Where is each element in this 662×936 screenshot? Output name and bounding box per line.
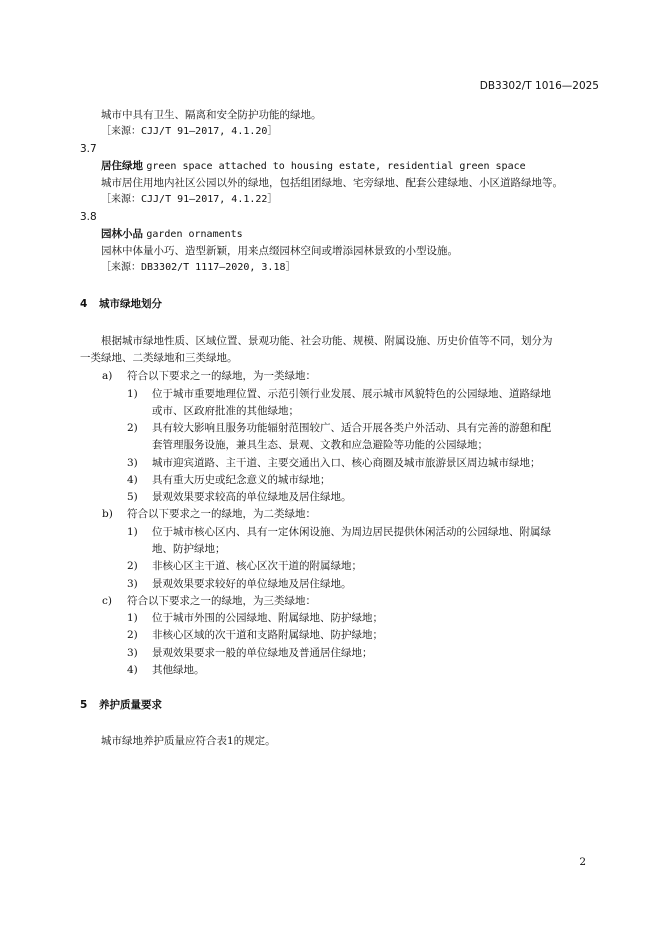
term-3-7-source: ［来源：CJJ/T 91—2017, 4.1.22］ — [101, 194, 278, 205]
list-b-item-1-line2: 地、防护绿地； — [152, 543, 226, 555]
section-5-heading — [80, 697, 162, 713]
term-3-7-definition: 城市居住用地内社区公园以外的绿地，包括组团绿地、宅旁绿地、配套公建绿地、小区道路绿地等。 — [101, 177, 563, 189]
list-b-item-2-num: 2) — [127, 560, 138, 572]
section-4-intro-line1: 根据城市绿地性质、区域位置、景观功能、社会功能、规模、附属设施、历史价值等不同，划分为 — [101, 335, 553, 347]
list-a-item-5-line1: 景观效果要求较高的单位绿地及居住绿地。 — [152, 491, 352, 503]
list-b-item-1-num: 1) — [127, 526, 138, 538]
list-a-item-1-num: 1) — [127, 388, 138, 400]
term-3-7-number: 3.7 — [80, 143, 97, 155]
section-5-text: 城市绿地养护质量应符合表1的规定。 — [101, 735, 276, 747]
page-number: 2 — [579, 856, 586, 868]
doc-code-header: DB3302/T 1016—2025 — [479, 80, 599, 92]
list-b-item-1-line1: 位于城市核心区内、具有一定休闲设施、为周边居民提供休闲活动的公园绿地、附属绿 — [152, 526, 551, 538]
list-c-item-2-num: 2) — [127, 629, 138, 641]
list-b-label: b) — [102, 508, 113, 520]
list-a-item-2-line1: 具有较大影响且服务功能辐射范围较广、适合开展各类户外活动、具有完善的游憩和配 — [152, 422, 551, 434]
list-b-item-3-num: 3) — [127, 578, 138, 590]
term-3-7-heading — [101, 158, 526, 175]
list-b-item-3-line1: 景观效果要求较好的单位绿地及居住绿地。 — [152, 578, 352, 590]
list-a-item-3-num: 3) — [127, 457, 138, 469]
list-c-item-2-line1: 非核心区域的次干道和支路附属绿地、防护绿地； — [152, 629, 383, 641]
list-c-item-3-line1: 景观效果要求一般的单位绿地及普通居住绿地； — [152, 647, 373, 659]
list-b-item-2-line1: 非核心区主干道、核心区次干道的附属绿地； — [152, 560, 362, 572]
section-5-number: 5 — [80, 699, 88, 711]
term-3-6-definition: 城市中具有卫生、隔离和安全防护功能的绿地。 — [101, 109, 322, 121]
list-a-label: a) — [102, 370, 113, 382]
list-a-item-1-line1: 位于城市重要地理位置、示范引领行业发展、展示城市风貌特色的公园绿地、道路绿地 — [152, 388, 551, 400]
list-c-item-3-num: 3) — [127, 647, 138, 659]
section-4-title: 城市绿地划分 — [98, 298, 162, 310]
list-a-text: 符合以下要求之一的绿地，为一类绿地： — [127, 370, 316, 382]
term-3-8-source: ［来源：DB3302/T 1117—2020, 3.18］ — [101, 262, 296, 273]
term-3-8-en: garden ornaments — [146, 229, 243, 240]
list-a-item-2-num: 2) — [127, 422, 138, 434]
list-b-text: 符合以下要求之一的绿地，为二类绿地： — [127, 508, 316, 520]
section-4-number: 4 — [80, 298, 88, 310]
list-a-item-3-line1: 城市迎宾道路、主干道、主要交通出入口、核心商圈及城市旅游景区周边城市绿地； — [152, 457, 541, 469]
section-4-intro-line2: 一类绿地、二类绿地和三类绿地。 — [80, 352, 238, 364]
term-3-8-number: 3.8 — [80, 211, 97, 223]
list-c-label: c) — [102, 595, 112, 607]
list-a-item-2-line2: 套管理服务设施，兼具生态、景观、文教和应急避险等功能的公园绿地； — [152, 439, 488, 451]
term-3-8-definition: 园林中体量小巧、造型新颖，用来点缀园林空间或增添园林景致的小型设施。 — [101, 245, 458, 257]
list-c-item-1-num: 1) — [127, 612, 138, 624]
list-a-item-1-line2: 或市、区政府批准的其他绿地； — [152, 405, 299, 417]
term-3-7-cn: 居住绿地 — [101, 160, 143, 172]
list-c-text: 符合以下要求之一的绿地，为三类绿地： — [127, 595, 316, 607]
list-c-item-4-num: 4) — [127, 664, 138, 676]
list-a-item-5-num: 5) — [127, 491, 138, 503]
list-a-item-4-line1: 具有重大历史或纪念意义的城市绿地； — [152, 474, 331, 486]
list-c-item-1-line1: 位于城市外围的公园绿地、附属绿地、防护绿地； — [152, 612, 383, 624]
section-4-heading — [80, 296, 162, 312]
list-a-item-4-num: 4) — [127, 474, 138, 486]
term-3-8-heading — [101, 226, 243, 243]
term-3-6-source: ［来源：CJJ/T 91—2017, 4.1.20］ — [101, 126, 278, 137]
term-3-7-en: green space attached to housing estate, residential green space — [146, 161, 526, 172]
section-5-title: 养护质量要求 — [98, 699, 162, 711]
list-c-item-4-line1: 其他绿地。 — [152, 664, 205, 676]
term-3-8-cn: 园林小品 — [101, 228, 143, 240]
